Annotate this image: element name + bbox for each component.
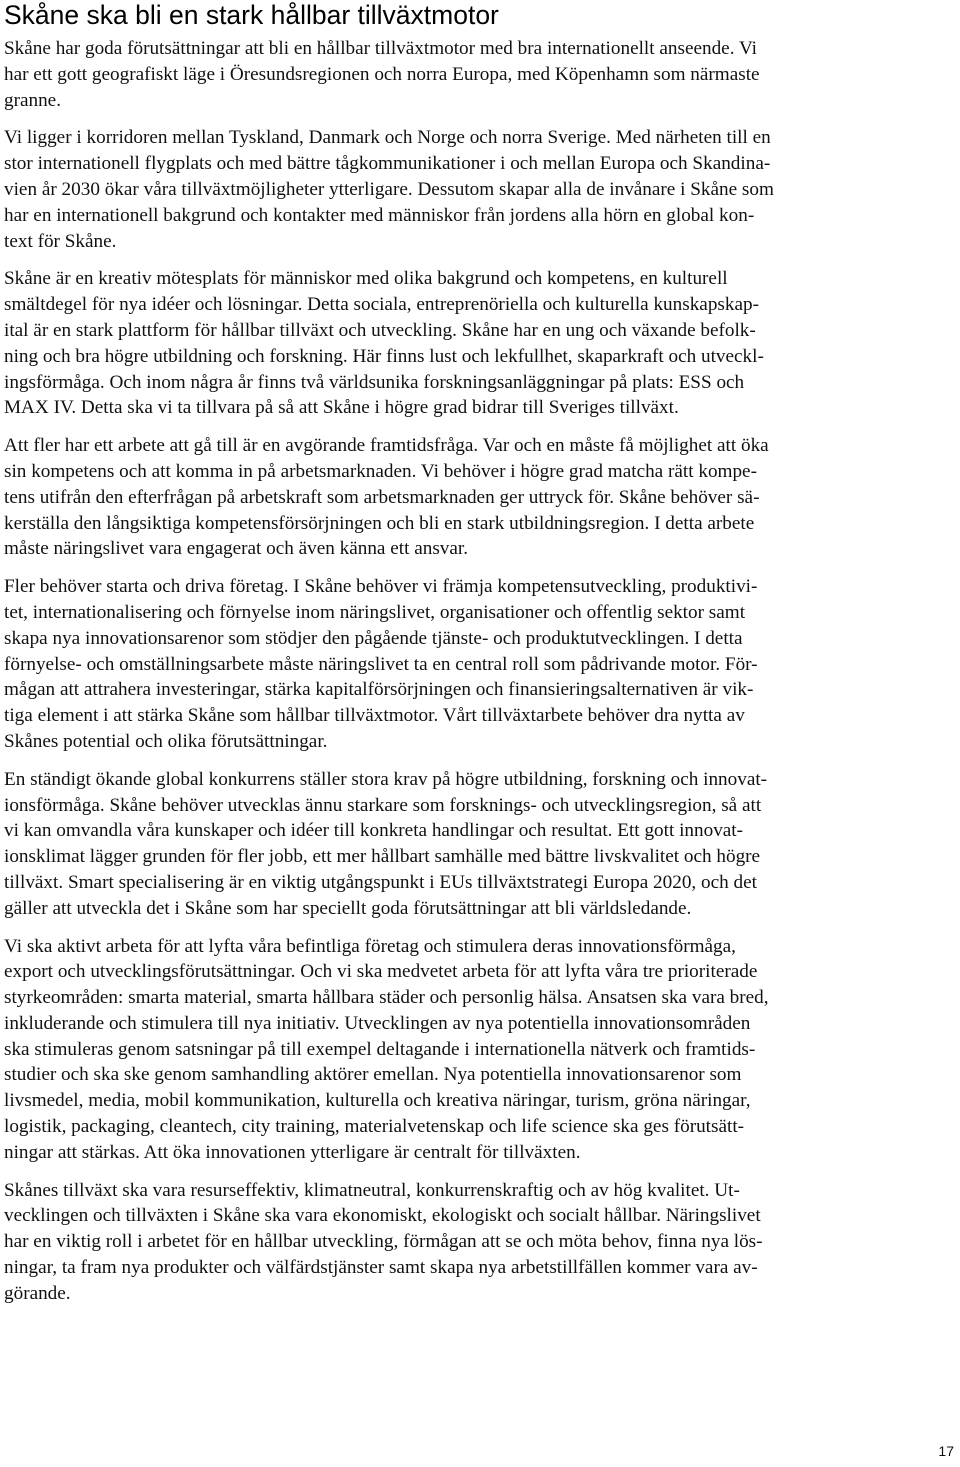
paragraph [4, 574, 956, 755]
paragraph-gap [4, 113, 956, 125]
text-line: tillväxt. Smart specialisering är en viktig utgångspunkt i EUs tillväxtstrategi Europa 2020, och det [4, 871, 757, 893]
paragraph [4, 934, 956, 1166]
text-line: måste näringslivet vara engagerat och även känna ett ansvar. [4, 538, 469, 560]
text-line: Vi ska aktivt arbeta för att lyfta våra befintliga företag och stimulera deras innovationsförmåga, [4, 935, 736, 957]
text-line: kerställa den långsiktiga kompetensförsörjningen och bli en stark utbildningsregion. I detta arbete [4, 512, 755, 534]
text-line: gäller att utveckla det i Skåne som har speciellt goda förutsättningar att bli världsledande. [4, 897, 692, 919]
paragraph [4, 1178, 956, 1307]
paragraph-gap [4, 562, 956, 574]
text-line: granne. [4, 89, 62, 111]
page-title: Skåne ska bli en stark hållbar tillväxtmotor [4, 0, 499, 30]
text-line: Att fler har ett arbete att gå till är en avgörande framtidsfråga. Var och en måste få möjlighet att öka [4, 435, 769, 457]
text-line: ningar, ta fram nya produkter och välfärdstjänster samt skapa nya arbetstillfällen kommer vara av- [4, 1257, 758, 1279]
paragraph-gap [4, 254, 956, 266]
text-line: Fler behöver starta och driva företag. I Skåne behöver vi främja kompetensutveckling, produktivi- [4, 576, 758, 598]
text-line: inkluderande och stimulera till nya initiativ. Utvecklingen av nya potentiella innovationsområden [4, 1012, 751, 1034]
text-line: vi kan omvandla våra kunskaper och idéer till konkreta handlingar och resultat. Ett gott innovat- [4, 820, 744, 842]
text-line: tens utifrån den efterfrågan på arbetskraft som arbetsmarknaden ger uttryck för. Skåne behöver sä- [4, 486, 760, 508]
text-line: stor internationell flygplats och med bättre tågkommunikationer i och mellan Europa och Skandina- [4, 153, 771, 175]
text-line: ningar att stärkas. Att öka innovationen ytterligare är centralt för tillväxten. [4, 1141, 581, 1163]
text-line: En ständigt ökande global konkurrens ställer stora krav på högre utbildning, forskning och innovat- [4, 768, 768, 790]
text-line: ska stimuleras genom satsningar på till exempel deltagande i internationella nätverk och framtids- [4, 1038, 756, 1060]
text-line: studier och ska ske genom samhandling aktörer emellan. Nya potentiella innovationsarenor som [4, 1064, 742, 1086]
text-line: skapa nya innovationsarenor som stödjer den pågående tjänste- och produktutvecklingen. I detta [4, 627, 743, 649]
paragraph [4, 767, 956, 922]
text-line: tiga element i att stärka Skåne som hållbar tillväxtmotor. Vårt tillväxtarbete behöver dra nytta av [4, 705, 745, 727]
text-line: ionsförmåga. Skåne behöver utvecklas ännu starkare som forsknings- och utvecklingsregion, så att [4, 794, 762, 816]
body-text [4, 36, 956, 1307]
text-line: ital är en stark plattform för hållbar tillväxt och utveckling. Skåne har en ung och växande befolk- [4, 319, 756, 341]
text-line: vien år 2030 ökar våra tillväxtmöjligheter ytterligare. Dessutom skapar alla de invånare i Skåne som [4, 178, 774, 200]
page-number: 17 [938, 1443, 954, 1459]
text-line: har en viktig roll i arbetet för en hållbar utveckling, förmågan att se och möta behov, finna nya lös- [4, 1231, 763, 1253]
text-line: Skåne är en kreativ mötesplats för människor med olika bakgrund och kompetens, en kulturell [4, 268, 728, 290]
text-line: MAX IV. Detta ska vi ta tillvara på så att Skåne i högre grad bidrar till Sveriges tillväxt. [4, 397, 679, 419]
text-line: ning och bra högre utbildning och forskning. Här finns lust och lekfullhet, skaparkraft och utveckl- [4, 345, 764, 367]
text-line: logistik, packaging, cleantech, city training, materialvetenskap och life science ska ges förutsätt- [4, 1116, 745, 1138]
text-line: smältdegel för nya idéer och lösningar. Detta sociala, entreprenöriella och kulturella kunskapskap- [4, 294, 759, 316]
text-line: har en internationell bakgrund och kontakter med människor från jordens alla hörn en global kon- [4, 204, 755, 226]
text-line: Skånes tillväxt ska vara resurseffektiv, klimatneutral, konkurrenskraftig och av hög kvalitet. Ut- [4, 1179, 740, 1201]
text-line: har ett gott geografiskt läge i Öresundsregionen och norra Europa, med Köpenhamn som närmaste [4, 63, 760, 85]
text-line: text för Skåne. [4, 230, 117, 252]
paragraph [4, 433, 956, 562]
document-page [4, 0, 956, 1307]
text-line: vecklingen och tillväxten i Skåne ska vara ekonomiskt, ekologiskt och socialt hållbar. Näringslivet [4, 1205, 761, 1227]
paragraph [4, 266, 956, 421]
paragraph-gap [4, 421, 956, 433]
text-line: styrkeområden: smarta material, smarta hållbara städer och personlig hälsa. Ansatsen ska vara bred, [4, 987, 769, 1009]
text-line: export och utvecklingsförutsättningar. Och vi ska medvetet arbeta för att lyfta våra tre prioriterade [4, 961, 758, 983]
text-line: sin kompetens och att komma in på arbetsmarknaden. Vi behöver i högre grad matcha rätt kompe- [4, 460, 757, 482]
text-line: Skåne har goda förutsättningar att bli en hållbar tillväxtmotor med bra internationellt anseende. Vi [4, 38, 757, 59]
paragraph-gap [4, 755, 956, 767]
paragraph-gap [4, 922, 956, 934]
paragraph [4, 36, 956, 113]
text-line: Vi ligger i korridoren mellan Tyskland, Danmark och Norge och norra Sverige. Med närheten till en [4, 127, 771, 149]
text-line: livsmedel, media, mobil kommunikation, kulturella och kreativa näringar, turism, gröna näringar, [4, 1090, 751, 1112]
text-line: mågan att attrahera investeringar, stärka kapitalförsörjningen och finansieringsalternativen är vik- [4, 679, 754, 701]
text-line: förnyelse- och omställningsarbete måste näringslivet ta en central roll som pådrivande motor. För- [4, 653, 758, 675]
text-line: ingsförmåga. Och inom några år finns två världsunika forskningsanläggningar på plats: ESS och [4, 371, 745, 393]
text-line: görande. [4, 1282, 71, 1304]
paragraph [4, 125, 956, 254]
text-line: ionsklimat lägger grunden för fler jobb, ett mer hållbart samhälle med bättre livskvalitet och högre [4, 846, 761, 868]
text-line: Skånes potential och olika förutsättningar. [4, 730, 328, 752]
paragraph-gap [4, 1166, 956, 1178]
text-line: tet, internationalisering och förnyelse inom näringslivet, organisationer och offentlig sektor samt [4, 601, 746, 623]
